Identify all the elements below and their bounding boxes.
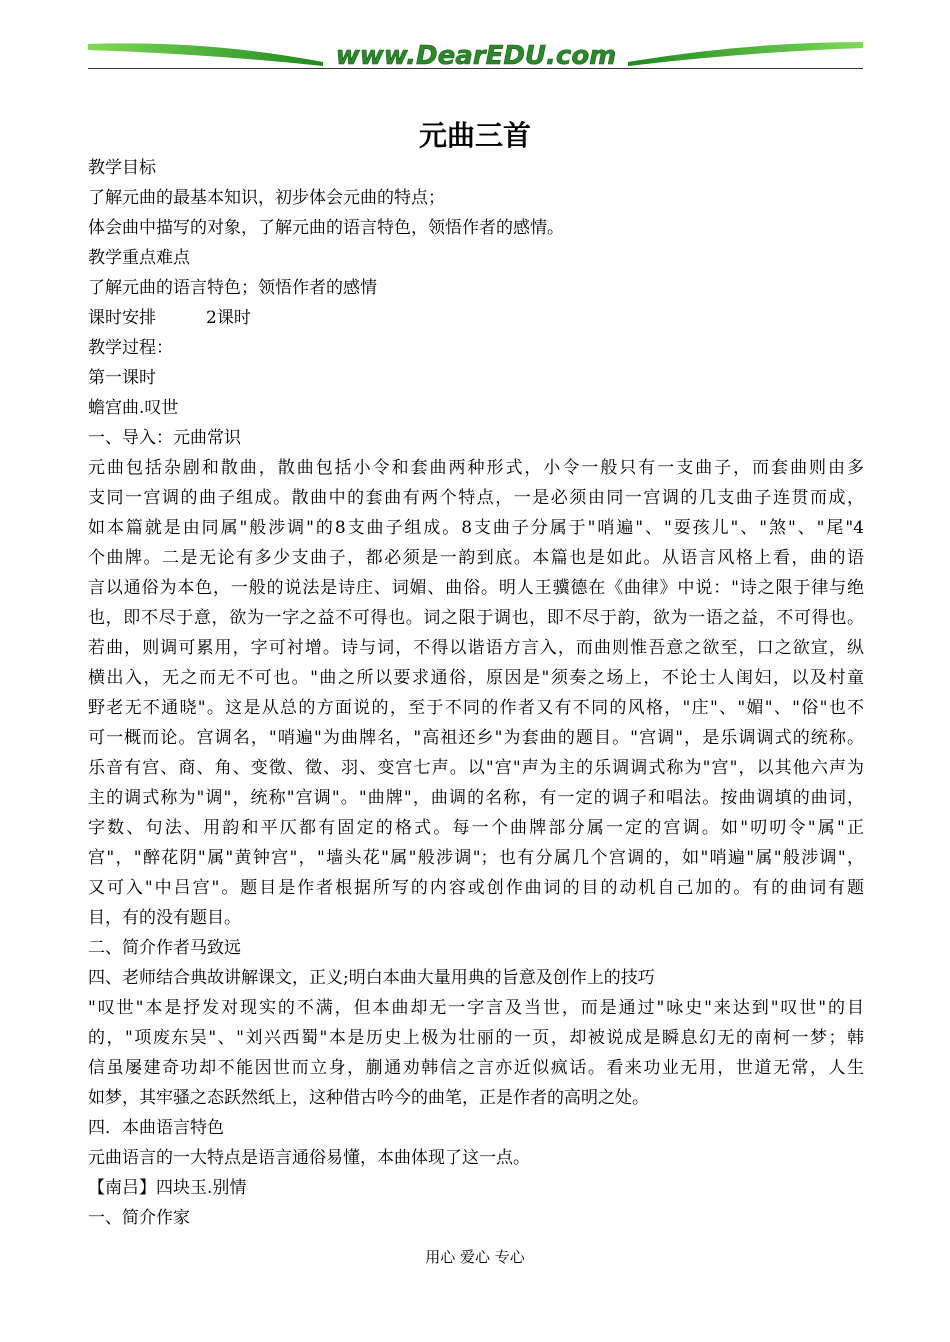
paragraph-line: 如梦，其牢骚之态跃然纸上，这种借古吟今的曲笔，正是作者的高明之处。 xyxy=(88,1088,649,1108)
paragraph-line: 若曲，则调可累用，字可衬增。诗与词，不得以谐语方言入，而曲则惟吾意之欲至，口之欲宣，纵 xyxy=(88,638,864,658)
paragraph-line: "叹世"本是抒发对现实的不满，但本曲却无一字言及当世，而是通过"咏史"来达到"叹世"的目 xyxy=(88,998,864,1018)
schedule-value: 2课时 xyxy=(206,308,251,328)
right-swoosh xyxy=(628,42,863,66)
document-body xyxy=(88,153,864,1233)
paragraph-line: 字数、句法、用韵和平仄都有固定的格式。每一个曲牌部分属一定的宫调。如"叨叨令"属"正 xyxy=(88,818,864,838)
header-banner xyxy=(88,30,863,70)
paragraph-line: 支同一宫调的曲子组成。散曲中的套曲有两个特点，一是必须由同一宫调的几支曲子连贯而成， xyxy=(88,488,864,508)
text-line: 蟾宫曲.叹世 xyxy=(88,398,179,418)
schedule-label: 课时安排 xyxy=(88,308,156,328)
paragraph-line: 的，"项废东吴"、"刘兴西蜀"本是历史上极为壮丽的一页，却被说成是瞬息幻无的南柯一梦；韩 xyxy=(88,1028,864,1048)
paragraph-line: 主的调式称为"调"，统称"宫调"。"曲牌"，曲调的名称，有一定的调子和唱法。按曲调填的曲词， xyxy=(88,788,864,808)
header-rule xyxy=(88,68,863,69)
text-line: 【南吕】四块玉.别情 xyxy=(88,1178,247,1198)
left-swoosh xyxy=(88,43,323,66)
paragraph-line: 元曲包括杂剧和散曲，散曲包括小令和套曲两种形式，小令一般只有一支曲子，而套曲则由多 xyxy=(88,458,864,478)
text-line: 了解元曲的语言特色；领悟作者的感情 xyxy=(88,278,377,298)
text-line: 四、老师结合典故讲解课文，正义;明白本曲大量用典的旨意及创作上的技巧 xyxy=(88,968,655,988)
text-line: 教学目标 xyxy=(88,158,156,178)
paragraph-line: 如本篇就是由同属"般涉调"的8支曲子组成。8支曲子分属于"哨遍"、"耍孩儿"、"煞"、"尾"4 xyxy=(88,518,864,538)
text-line: 四．本曲语言特色 xyxy=(88,1118,224,1138)
paragraph-line: 又可入"中吕宫"。题目是作者根据所写的内容或创作曲词的目的动机自己加的。有的曲词有题 xyxy=(88,878,864,898)
paragraph-line: 目，有的没有题目。 xyxy=(88,908,241,928)
text-line: 体会曲中描写的对象，了解元曲的语言特色，领悟作者的感情。 xyxy=(88,218,564,238)
text-line: 一、导入：元曲常识 xyxy=(88,428,241,448)
paragraph-line: 也，即不尽于意，欲为一字之益不可得也。词之限于调也，即不尽于韵，欲为一语之益，不可得也。 xyxy=(88,608,864,628)
text-line: 教学重点难点 xyxy=(88,248,190,268)
paragraph-line: 信虽屡建奇功却不能因世而立身，蒯通劝韩信之言亦近似疯话。看来功业无用，世道无常，人生 xyxy=(88,1058,864,1078)
text-line: 第一课时 xyxy=(88,368,156,388)
text-line: 了解元曲的最基本知识，初步体会元曲的特点； xyxy=(88,188,445,208)
paragraph-line: 言以通俗为本色，一般的说法是诗庄、词媚、曲俗。明人王骥德在《曲律》中说："诗之限于律与绝 xyxy=(88,578,864,598)
paragraph-line: 宫"，"醉花阴"属"黄钟宫"，"墙头花"属"般涉调"；也有分属几个宫调的，如"哨遍"属"般涉调"， xyxy=(88,848,864,868)
text-line: 一、简介作家 xyxy=(88,1208,190,1228)
schedule-line xyxy=(88,303,864,333)
text-line: 二、简介作者马致远 xyxy=(88,938,241,958)
paragraph-line: 乐音有宫、商、角、变徵、徵、羽、变宫七声。以"宫"声为主的乐调调式称为"宫"，以其他六声为 xyxy=(88,758,864,778)
header-logo xyxy=(88,30,863,70)
page-title: 元曲三首 xyxy=(418,119,531,152)
paragraph-line: 横出入，无之而无不可也。"曲之所以要求通俗，原因是"须奏之场上，不论士人闺妇，以及村童 xyxy=(88,668,864,688)
text-line: 教学过程： xyxy=(88,338,173,358)
text-line: 元曲语言的一大特点是语言通俗易懂，本曲体现了这一点。 xyxy=(88,1148,530,1168)
paragraph-line: 个曲牌。二是无论有多少支曲子，都必须是一韵到底。本篇也是如此。从语言风格上看，曲的语 xyxy=(88,548,864,568)
site-logo-text: www.DearEDU.com xyxy=(335,41,617,70)
page-footer: 用心 爱心 专心 xyxy=(425,1248,525,1266)
paragraph-line: 野老无不通晓"。这是从总的方面说的，至于不同的作者又有不同的风格，"庄"、"媚"、"俗"也不 xyxy=(88,698,864,718)
paragraph-line: 可一概而论。宫调名，"哨遍"为曲牌名，"高祖还乡"为套曲的题目。"宫调"，是乐调调式的统称。 xyxy=(88,728,864,748)
